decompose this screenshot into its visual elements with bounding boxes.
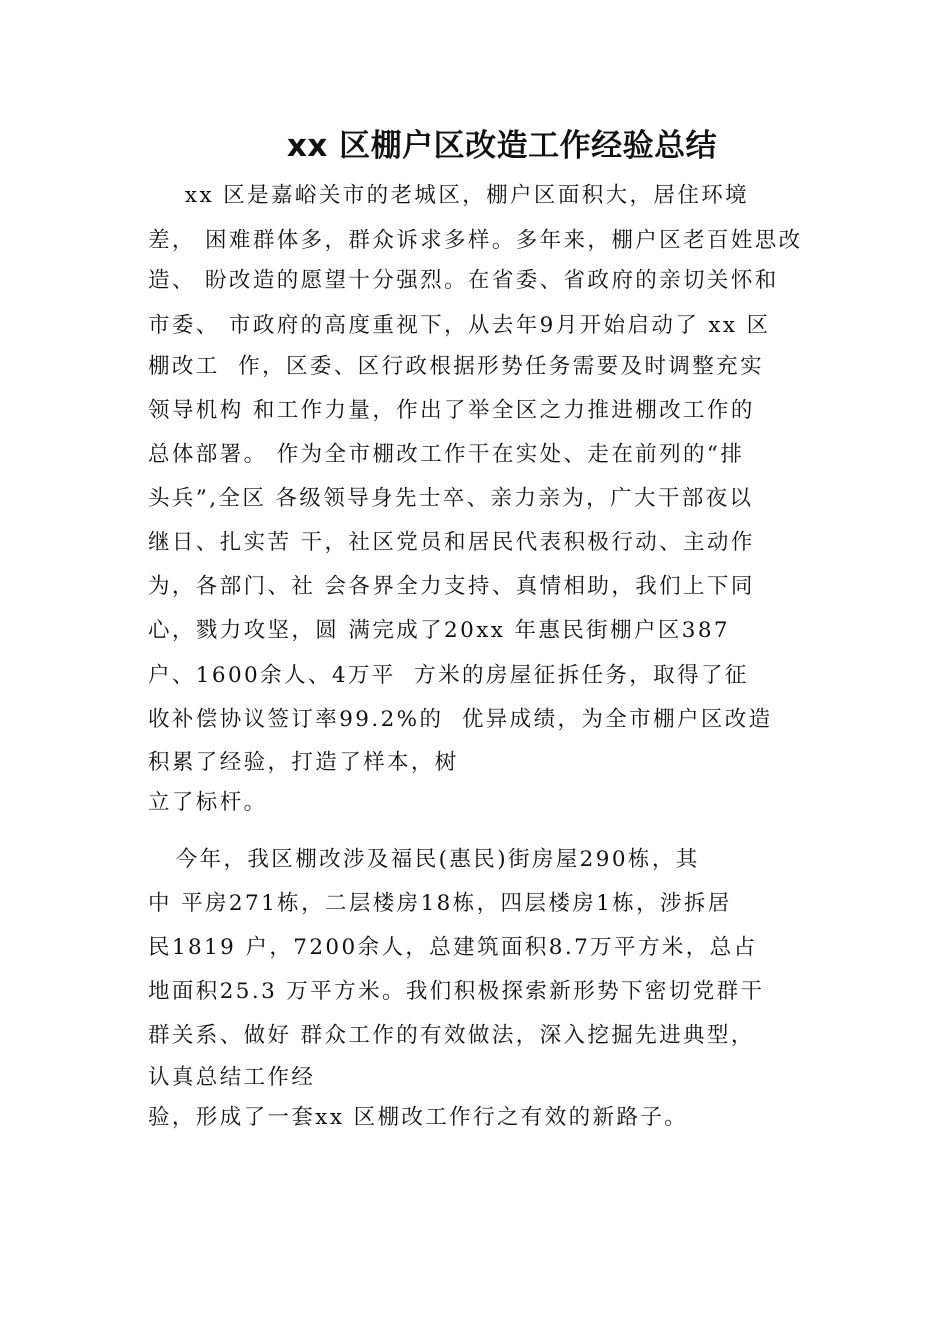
paragraph-2-line-1: 今年，我区棚改涉及福民(惠民)街房屋290栋，其 [148,847,700,872]
paragraph-1-line-14: 积累了经验，打造了样本，树 [148,750,459,775]
paragraph-1-line-6: 领导机构 和工作力量，作出了举全区之力推进棚改工作的 [148,398,755,423]
paragraph-2-line-3: 民1819 户，7200余人，总建筑面积8.7万平方米，总占 [148,935,758,960]
paragraph-1-line-15: 立了标杆。 [148,790,268,815]
paragraph-1-line-8: 头兵”,全区 各级领导身先士卒、亲力亲为，广大干部夜以 [148,486,754,511]
paragraph-2-line-2: 中 平房271栋，二层楼房18栋，四层楼房1栋，涉拆居 [148,891,732,916]
paragraph-1-line-1: xx 区是嘉峪关市的老城区，棚户区面积大，居住环境 [148,183,750,208]
paragraph-1-line-9: 继日、扎实苦 干，社区党员和居民代表积极行动、主动作 [148,530,755,555]
paragraph-1-line-7: 总体部署。 作为全市棚改工作干在实处、走在前列的“排 [148,442,745,467]
paragraph-2-line-5: 群关系、做好 群众工作的有效做法，深入挖掘先进典型， [148,1023,755,1048]
paragraph-1-line-4: 市委、 市政府的高度重视下，从去年9月开始启动了 xx 区 [148,313,771,338]
paragraph-1-line-13: 收补偿协议签订率99.2%的 优异成绩，为全市棚户区改造 [148,707,773,732]
paragraph-1-line-10: 为，各部门、社 会各界全力支持、真情相助，我们上下同 [148,574,755,599]
paragraph-2-line-6: 认真总结工作经 [148,1065,316,1090]
paragraph-1-line-3: 造、 盼改造的愿望十分强烈。在省委、省政府的亲切关怀和 [148,268,779,293]
paragraph-1-line-12: 户、1600余人、4万平 方米的房屋征拆任务，取得了征 [148,663,749,688]
paragraph-2-line-4: 地面积25.3 万平方米。我们积极探索新形势下密切党群干 [148,979,765,1004]
paragraph-2-line-7: 验，形成了一套xx 区棚改工作行之有效的新路子。 [148,1105,689,1130]
paragraph-1-line-11: 心，戮力攻坚，圆 满完成了20xx 年惠民街棚户区387 [148,618,731,643]
paragraph-1-line-5: 棚改工 作，区委、区行政根据形势任务需要及时调整充实 [148,354,764,379]
document-title: xx 区棚户区改造工作经验总结 [286,128,718,164]
paragraph-1-line-2: 差， 困难群体多，群众诉求多样。多年来，棚户区老百姓思改 [148,228,803,253]
